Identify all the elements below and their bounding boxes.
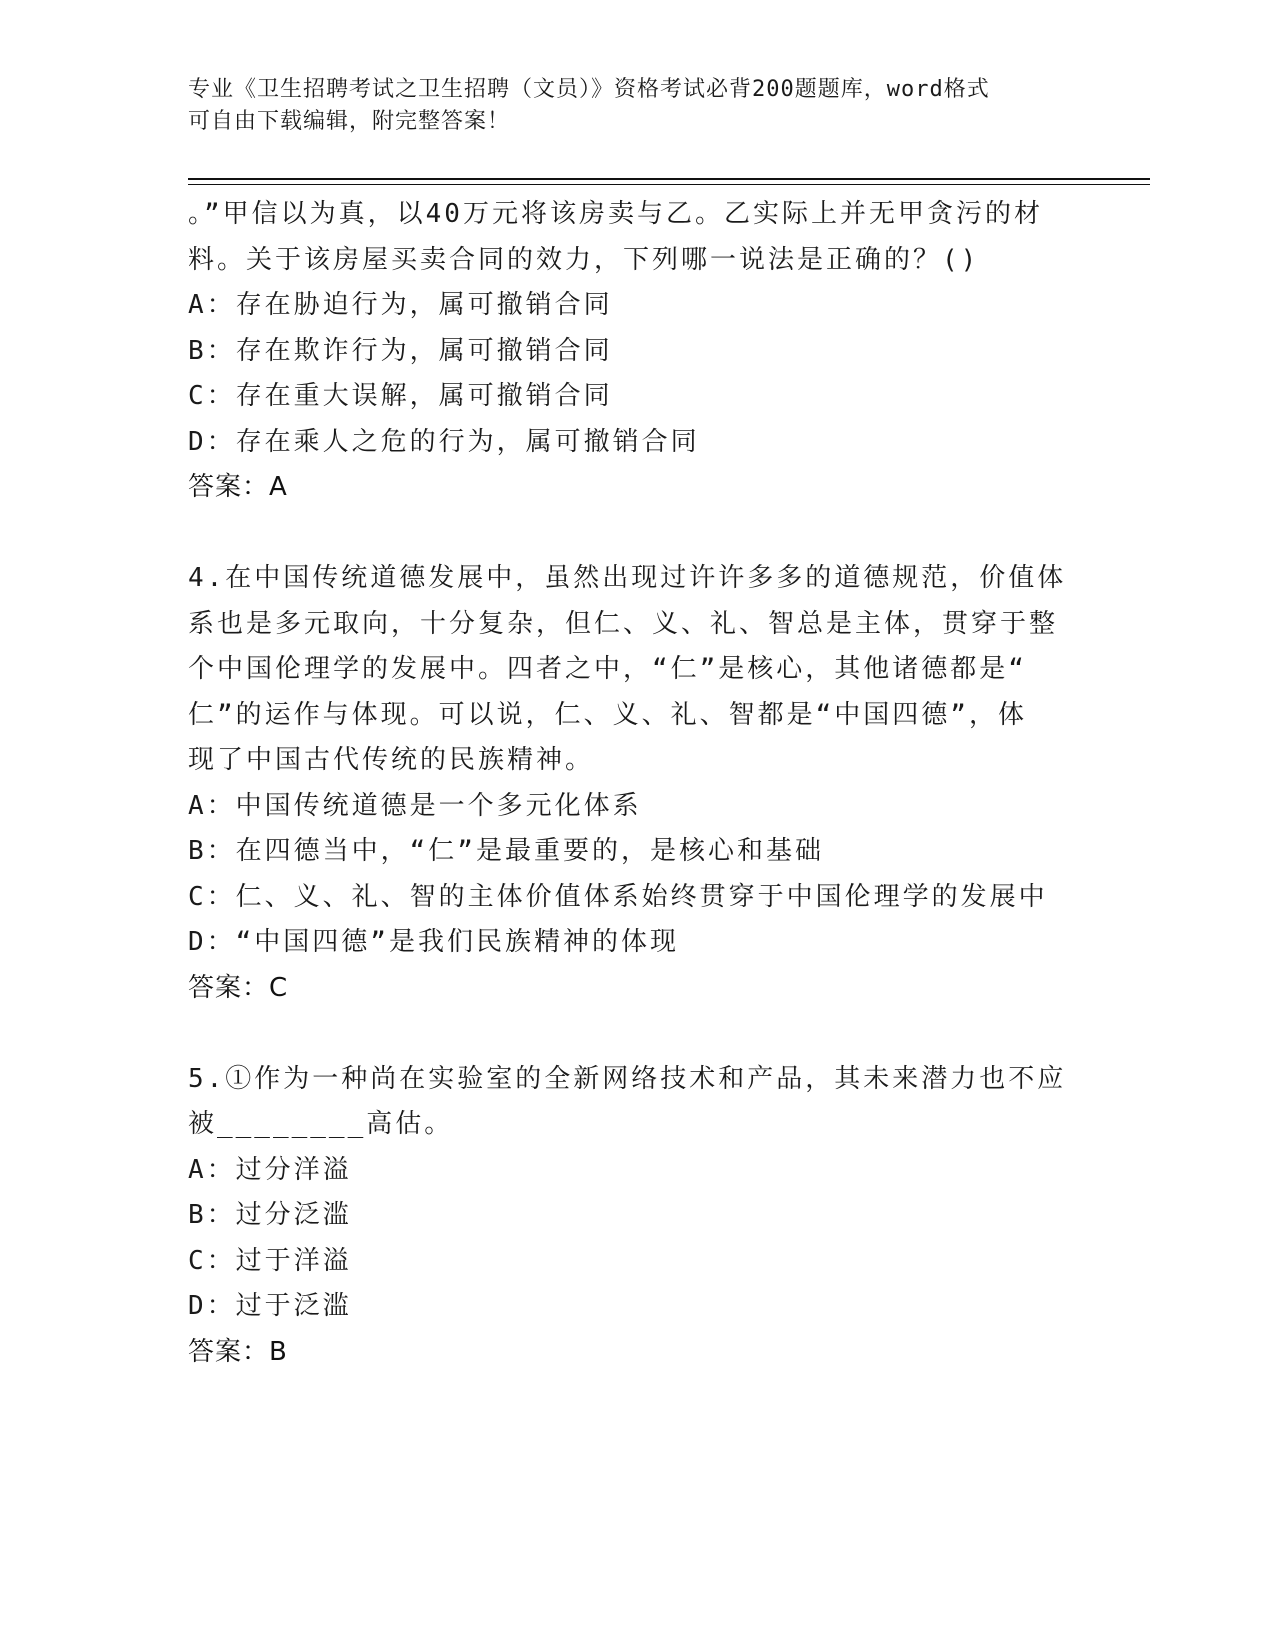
question-text-line: 个中国伦理学的发展中。四者之中，“仁”是核心，其他诸德都是“ bbox=[188, 654, 1027, 684]
option-a: A：过分洋溢 bbox=[188, 1154, 352, 1185]
question-text-line: 被________高估。 bbox=[188, 1109, 454, 1139]
header-line-1: 专业《卫生招聘考试之卫生招聘（文员）》资格考试必背200题题库，word格式 bbox=[188, 77, 990, 102]
spacer bbox=[188, 511, 1088, 557]
question-text-line: 现了中国古代传统的民族精神。 bbox=[188, 745, 595, 775]
question-3 bbox=[188, 192, 1088, 511]
answer-label: 答案：A bbox=[188, 472, 288, 502]
question-text-line: 系也是多元取向，十分复杂，但仁、义、礼、智总是主体，贯穿于整 bbox=[188, 608, 1059, 639]
answer-label: 答案：B bbox=[188, 1336, 288, 1367]
option-b: B：过分泛滥 bbox=[188, 1200, 352, 1230]
option-b: B：存在欺诈行为，属可撤销合同 bbox=[188, 335, 613, 366]
document-header bbox=[188, 74, 1088, 138]
header-divider-thin bbox=[188, 184, 1150, 185]
question-text-line: 5.①作为一种尚在实验室的全新网络技术和产品，其未来潜力也不应 bbox=[188, 1063, 1067, 1094]
answer-label: 答案：C bbox=[188, 972, 289, 1003]
question-text-line: 仁”的运作与体现。可以说，仁、义、礼、智都是“中国四德”，体 bbox=[188, 699, 1027, 730]
option-d: D：存在乘人之危的行为，属可撤销合同 bbox=[188, 426, 700, 457]
option-a: A：中国传统道德是一个多元化体系 bbox=[188, 790, 642, 821]
question-text-line: 。”甲信以为真，以40万元将该房卖与乙。乙实际上并无甲贪污的材 bbox=[188, 199, 1043, 229]
option-a: A：存在胁迫行为，属可撤销合同 bbox=[188, 290, 613, 320]
option-b: B：在四德当中，“仁”是最重要的，是核心和基础 bbox=[188, 836, 824, 866]
header-line-2: 可自由下载编辑，附完整答案！ bbox=[188, 109, 511, 134]
option-c: C：仁、义、礼、智的主体价值体系始终贯穿于中国伦理学的发展中 bbox=[188, 881, 1048, 912]
option-d: D：“中国四德”是我们民族精神的体现 bbox=[188, 927, 679, 957]
spacer bbox=[188, 1011, 1088, 1057]
question-4 bbox=[188, 556, 1088, 1011]
question-5 bbox=[188, 1057, 1088, 1376]
option-c: C：存在重大误解，属可撤销合同 bbox=[188, 381, 613, 411]
option-c: C：过于洋溢 bbox=[188, 1245, 352, 1276]
header-divider-thick bbox=[188, 178, 1150, 180]
document-body bbox=[188, 192, 1088, 1375]
option-d: D：过于泛滥 bbox=[188, 1291, 352, 1321]
question-text-line: 料。关于该房屋买卖合同的效力，下列哪一说法是正确的？() bbox=[188, 244, 980, 275]
question-text-line: 4.在中国传统道德发展中，虽然出现过许许多多的道德规范，价值体 bbox=[188, 563, 1067, 593]
